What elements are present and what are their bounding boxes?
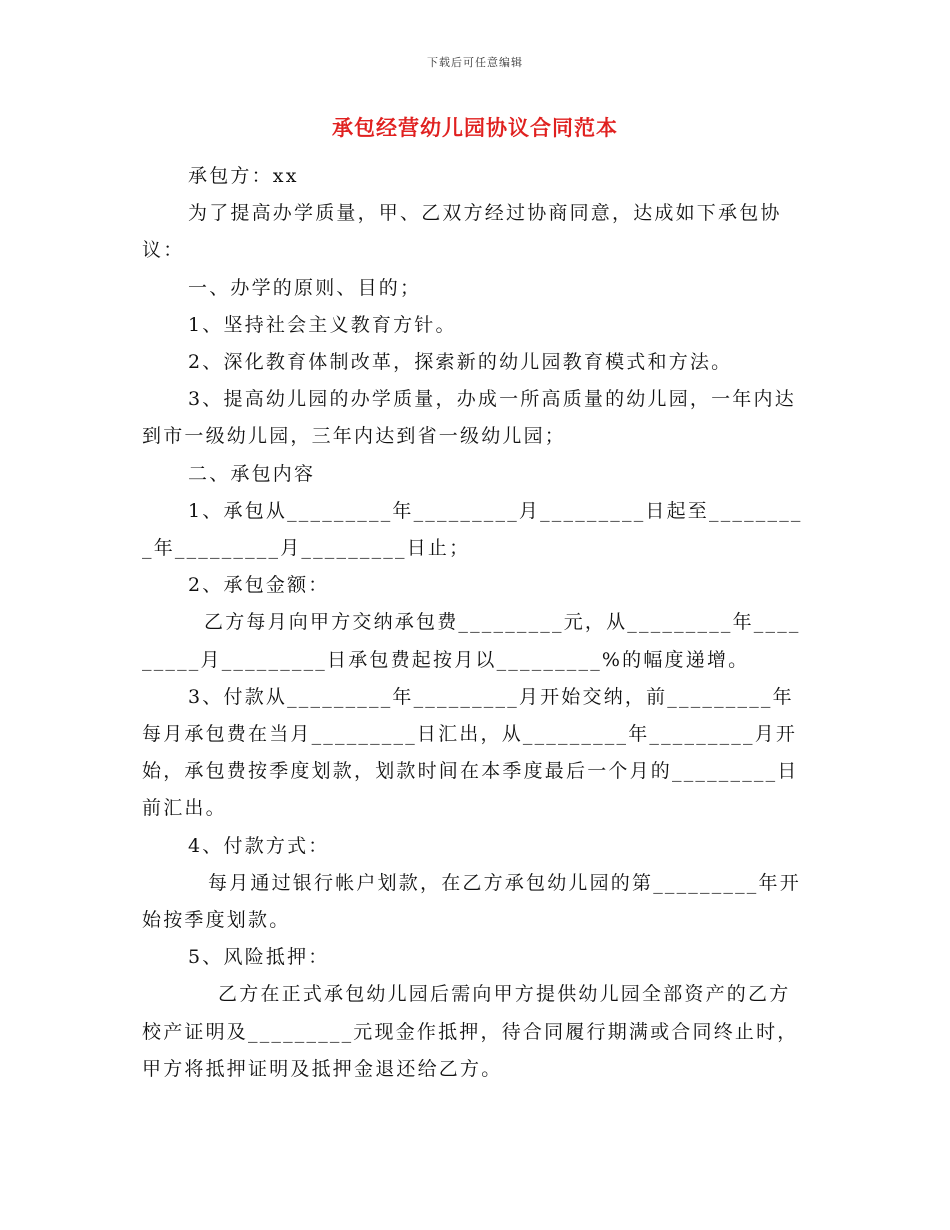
clause-2-2-heading: 2、承包金额：: [188, 574, 330, 597]
document-body: [142, 158, 808, 1088]
clause-2-2-amount: 乙方每月向甲方交纳承包费_________元，从_________年_________月_________日承包费起按月以_________%的幅度递增。: [142, 611, 801, 671]
page-header: 下载后可任意编辑: [427, 56, 523, 69]
section-heading-content: 二、承包内容: [188, 462, 316, 485]
clause-2-4-method: 每月通过银行帐户划款，在乙方承包幼儿园的第_________年开始按季度划款。: [142, 871, 801, 932]
clause-2-5-deposit: 乙方在正式承包幼儿园后需向甲方提供幼儿园全部资产的乙方校产证明及_________元现金作抵押，待合同履行期满或合同终止时，甲方将抵押证明及抵押金退还给乙方。: [142, 983, 799, 1080]
clause-1-2: 2、深化教育体制改革，探索新的幼儿园教育模式和方法。: [188, 351, 733, 374]
clause-2-4-heading: 4、付款方式：: [188, 834, 330, 857]
clause-2-1-term: 1、承包从_________年_________月_________日起至_________年_________月_________日止；: [142, 499, 803, 560]
clause-2-5-heading: 5、风险抵押：: [188, 946, 330, 969]
section-heading-principles: 一、办学的原则、目的；: [188, 276, 422, 299]
clause-1-3: 3、提高幼儿园的办学质量，办成一所高质量的幼儿园，一年内达到市一级幼儿园，三年内达到省一级幼儿园；: [142, 388, 796, 448]
document-title: 承包经营幼儿园协议合同范本: [332, 115, 618, 140]
contractor-line: 承包方：xx: [188, 165, 299, 187]
clause-2-3-payment: 3、付款从_________年_________月开始交纳，前_________年每月承包费在当月_________日汇出，从_________年_________月开始，承包费按季度划款，划款时间在本季度最后一个月的_________日前汇出。: [142, 685, 799, 820]
clause-1-1: 1、坚持社会主义教育方针。: [188, 313, 457, 336]
preamble-paragraph: 为了提高办学质量，甲、乙双方经过协商同意，达成如下承包协议：: [142, 202, 782, 262]
